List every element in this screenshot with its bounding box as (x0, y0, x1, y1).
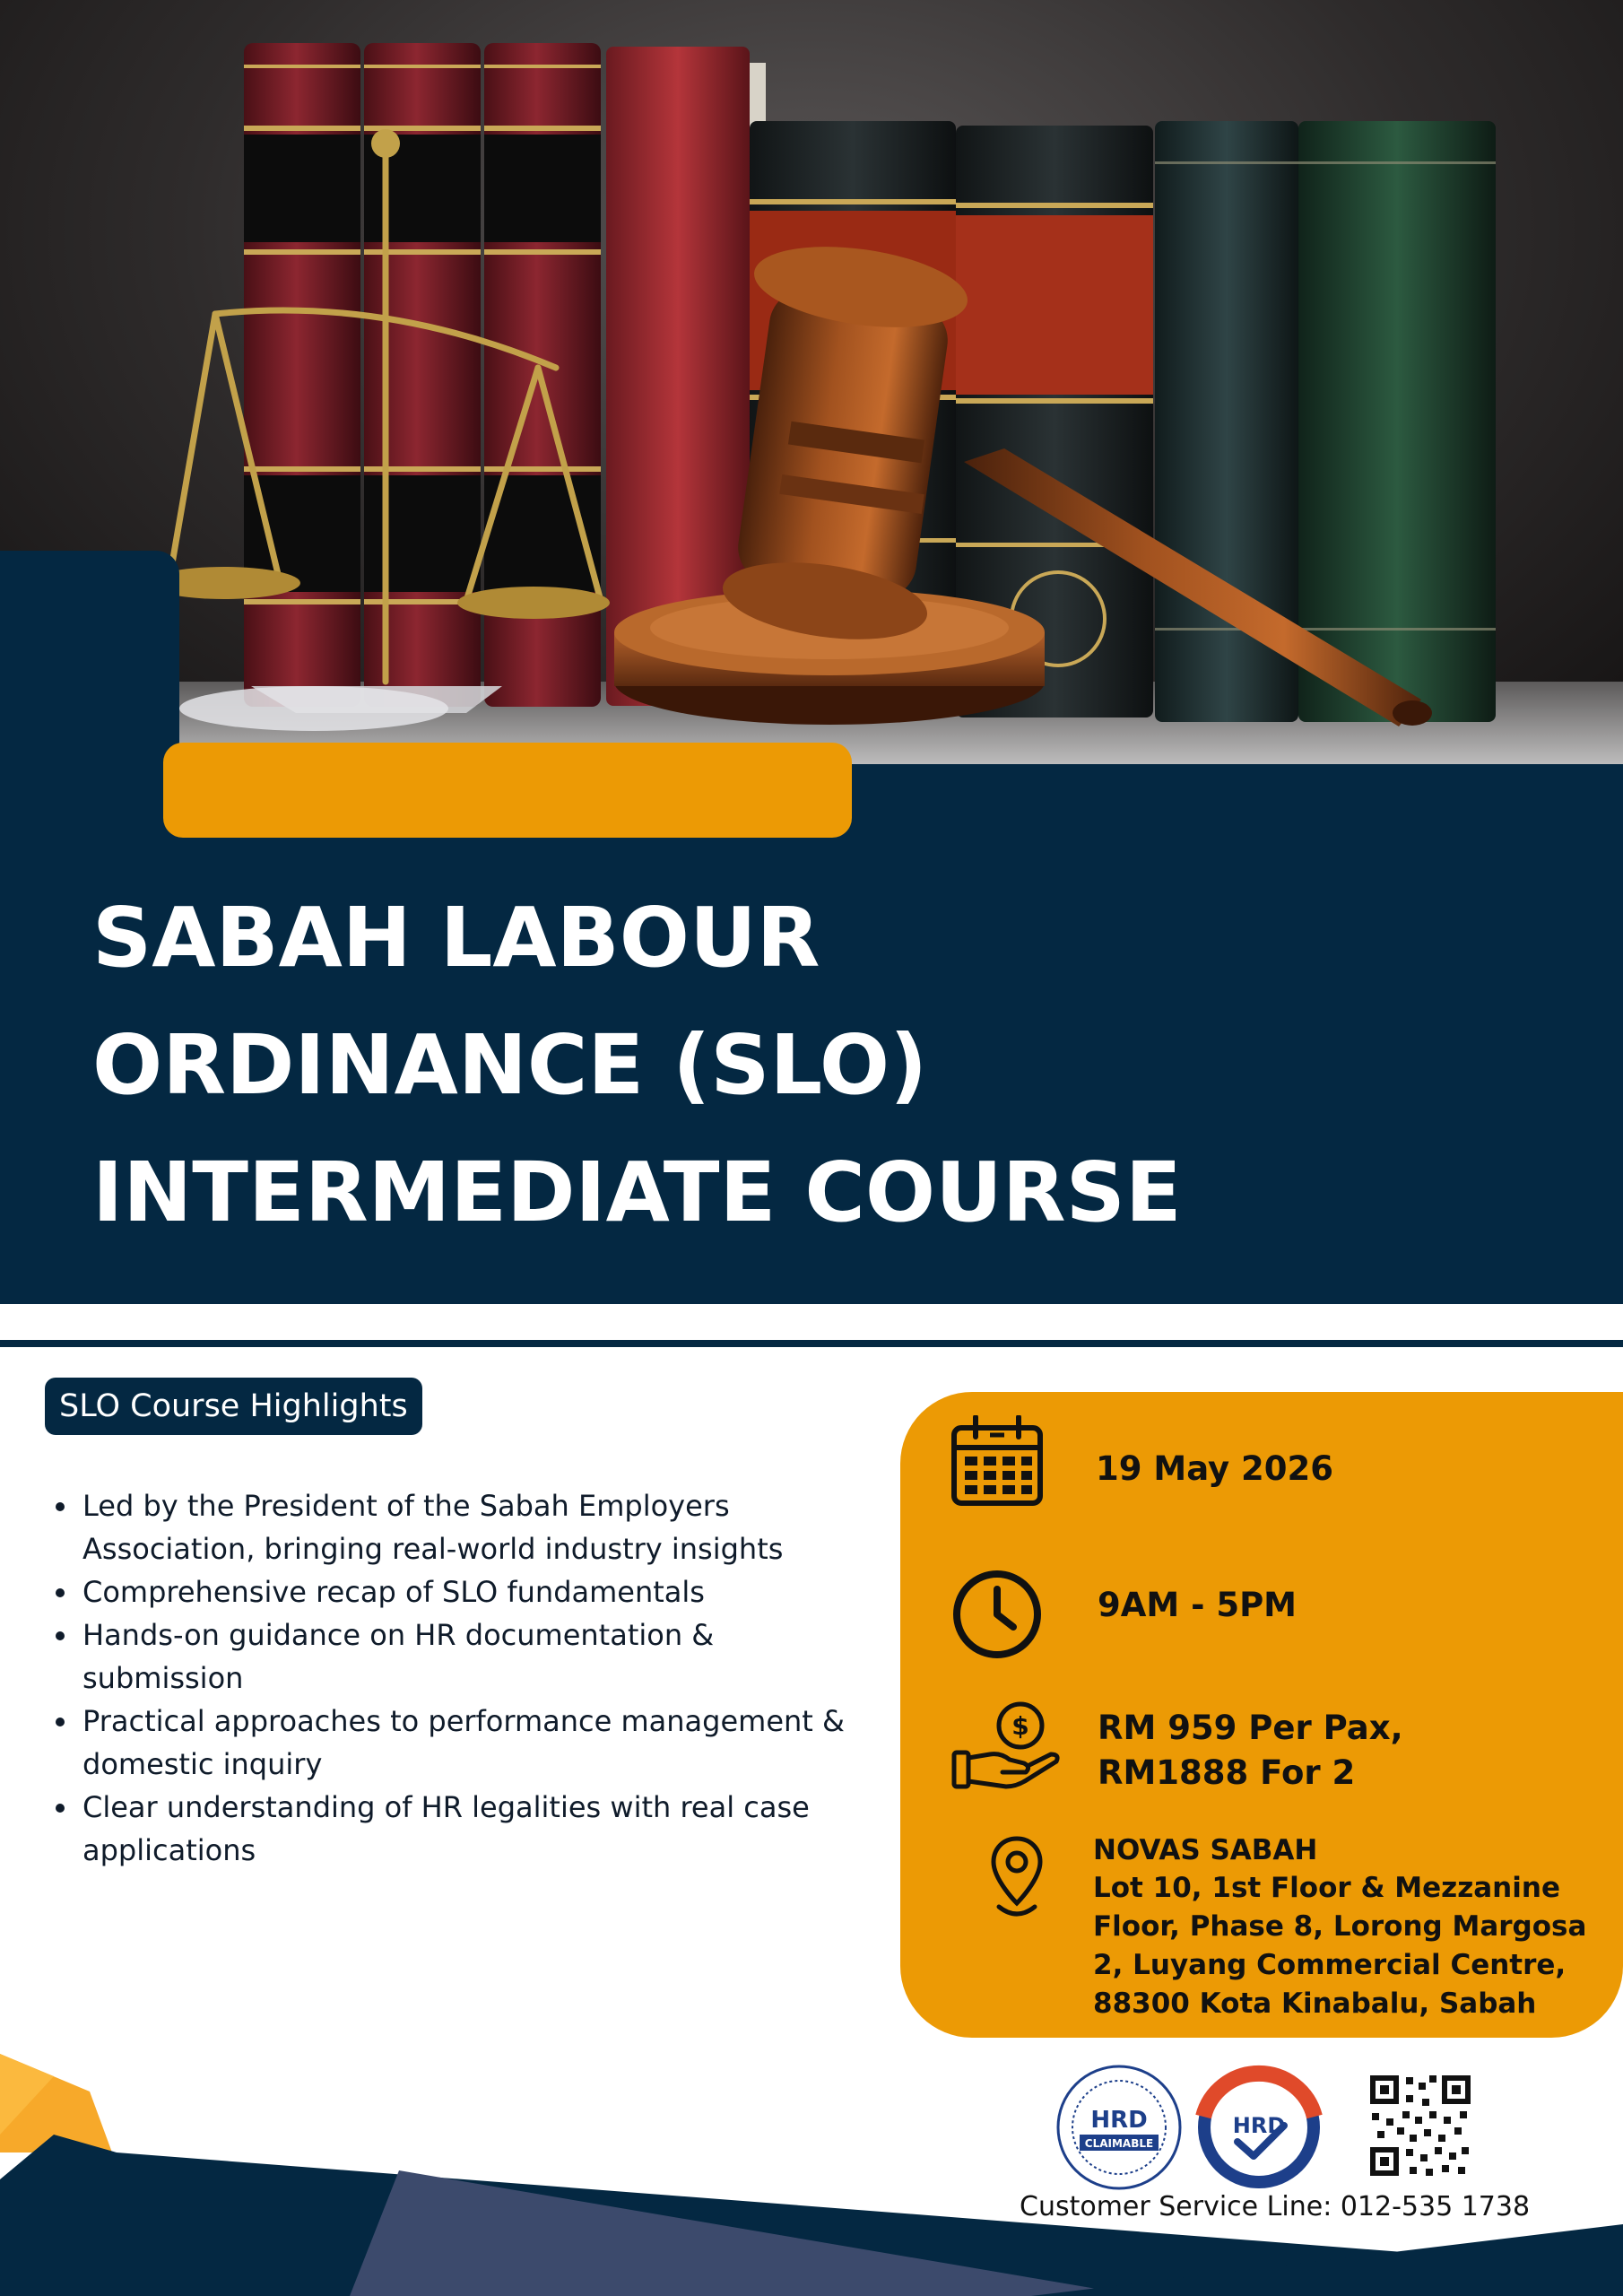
qr-code (1367, 2072, 1474, 2179)
svg-text:$: $ (1011, 1711, 1029, 1741)
highlights-heading: SLO Course Highlights (45, 1378, 422, 1435)
title-line-1: SABAH LABOUR (92, 890, 820, 986)
course-price: RM 959 Per Pax, RM1888 For 2 (1098, 1709, 1403, 1792)
title-line-2: ORDINANCE (SLO) (92, 1017, 928, 1113)
hrd-corp-registered-provider-logo (1194, 2063, 1324, 2192)
section-divider (0, 1340, 1623, 1347)
venue-address: Lot 10, 1st Floor & Mezzanine Floor, Phase 8, Lorong Margosa 2, Luyang Commercial Centre, 88300 Kota Kinabalu, Sabah (1093, 1872, 1587, 2020)
highlight-item: Hands-on guidance on HR documentation & submission (45, 1613, 852, 1700)
svg-text:CLAIMABLE: CLAIMABLE (1084, 2137, 1154, 2150)
highlight-item: Practical approaches to performance management & domestic inquiry (45, 1700, 852, 1786)
course-date: 19 May 2026 (1096, 1449, 1333, 1488)
highlight-item: Led by the President of the Sabah Employers Association, bringing real-world industry insights (45, 1484, 852, 1570)
clock-icon (950, 1568, 1044, 1661)
course-details-card (900, 1392, 1623, 2038)
customer-service-line: Customer Service Line: 012-535 1738 (1020, 2191, 1531, 2222)
svg-text:HRD: HRD (1232, 2113, 1286, 2138)
course-title (92, 874, 1437, 1257)
venue-name: NOVAS SABAH (1093, 1834, 1318, 1866)
title-line-3: INTERMEDIATE COURSE (92, 1144, 1182, 1240)
location-pin-icon (990, 1835, 1044, 1919)
course-time: 9AM - 5PM (1098, 1586, 1297, 1624)
navy-corner-tab (0, 551, 179, 775)
money-hand-icon (950, 1700, 1062, 1794)
hero-photo (0, 0, 1623, 764)
hrd-corp-claimable-logo (1055, 2063, 1184, 2192)
svg-text:HRD: HRD (1090, 2107, 1148, 2134)
orange-accent-bar (163, 743, 852, 838)
law-books-gavel-illustration (0, 0, 1623, 764)
highlight-item: Comprehensive recap of SLO fundamentals (45, 1570, 852, 1613)
highlights-list (45, 1484, 852, 1872)
calendar-icon (950, 1415, 1044, 1509)
highlight-item: Clear understanding of HR legalities with real case applications (45, 1786, 852, 1872)
